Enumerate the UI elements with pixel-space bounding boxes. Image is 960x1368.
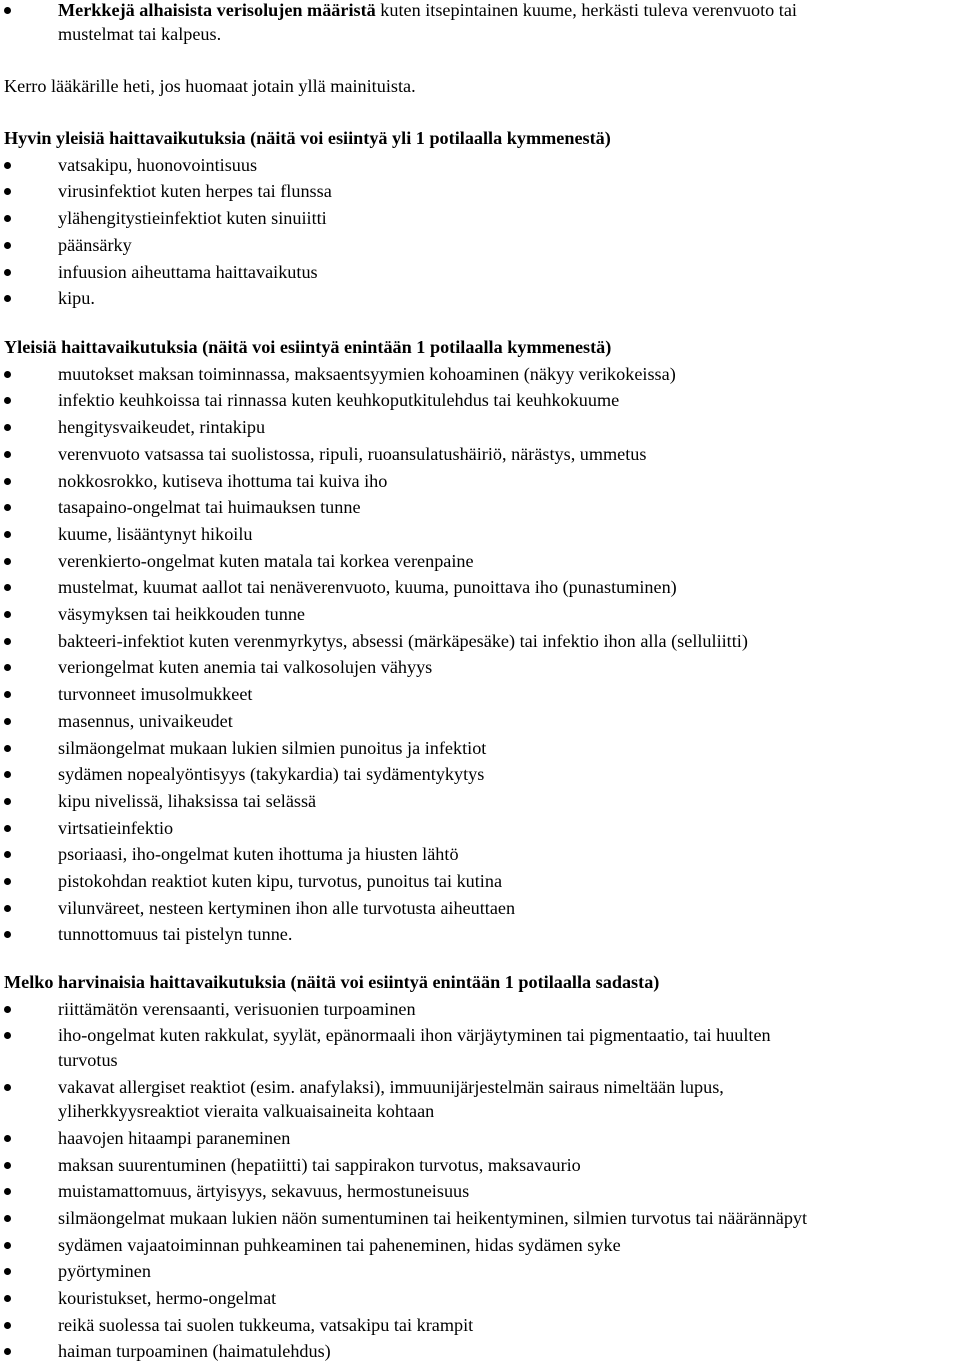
bullet-icon <box>4 638 11 645</box>
list-item-text: silmäongelmat mukaan lukien näön sumentuminen tai heikentyminen, silmien turvotus tai näärännäpyt <box>58 1207 808 1228</box>
intro-list-item <box>0 0 960 46</box>
bullet-icon <box>4 451 11 458</box>
bullet-icon <box>4 718 11 725</box>
bullet-icon <box>4 188 11 195</box>
bullet-icon <box>4 1322 11 1329</box>
list-item-text: infuusion aiheuttama haittavaikutus <box>58 261 318 282</box>
bullet-icon <box>4 1348 11 1355</box>
list-item-text: silmäongelmat mukaan lukien silmien punoitus ja infektiot <box>58 737 487 758</box>
bullet-icon <box>4 664 11 671</box>
list-item-text: verenvuoto vatsassa tai suolistossa, ripuli, ruoansulatushäiriö, närästys, ummetus <box>58 443 647 464</box>
bullet-icon <box>4 745 11 752</box>
list-item-text: ylähengitystieinfektiot kuten sinuiitti <box>58 208 327 229</box>
bullet-icon <box>4 242 11 249</box>
list-item-text: masennus, univaikeudet <box>58 710 233 731</box>
bullet-icon <box>4 1215 11 1222</box>
list-item-text: pyörtyminen <box>58 1261 151 1282</box>
list-item-text: kouristukset, hermo-ongelmat <box>58 1288 277 1308</box>
intro-item-bold: Merkkejä alhaisista verisolujen määristä <box>58 0 376 20</box>
list-item-text: riittämätön verensaanti, verisuonien turpoaminen <box>58 998 416 1019</box>
list-item-text: veriongelmat kuten anemia tai valkosolujen vähyys <box>58 657 433 678</box>
list-item-text: kuume, lisääntynyt hikoilu <box>58 523 253 544</box>
bullet-icon <box>4 771 11 778</box>
list-item-text: iho-ongelmat kuten rakkulat, syylät, epänormaali ihon värjäytyminen tai pigmentaatio, tai huulten <box>58 1025 771 1046</box>
bullet-icon <box>4 531 11 538</box>
bullet-icon <box>4 1084 11 1091</box>
section-heading: Melko harvinaisia haittavaikutuksia (näitä voi esiintyä enintään 1 potilaalla sadasta) <box>4 972 660 992</box>
bullet-icon <box>4 931 11 938</box>
list-item-text: mustelmat, kuumat aallot tai nenäverenvuoto, kuuma, punoittava iho (punastuminen) <box>58 577 677 598</box>
bullet-icon <box>4 825 11 832</box>
bullet-icon <box>4 295 11 302</box>
list-item-text: psoriaasi, iho-ongelmat kuten ihottuma ja hiusten lähtö <box>58 844 459 865</box>
list-item-text: turvonneet imusolmukkeet <box>58 684 253 705</box>
list-item-text: nokkosrokko, kutiseva ihottuma tai kuiva iho <box>58 470 388 491</box>
list-item-text: pistokohdan reaktiot kuten kipu, turvotus, punoitus tai kutina <box>58 871 503 891</box>
list-item-text: hengitysvaikeudet, rintakipu <box>58 417 266 438</box>
bullet-icon <box>4 397 11 404</box>
list-item-text: päänsärky <box>58 234 132 255</box>
list-item-text: verenkierto-ongelmat kuten matala tai korkea verenpaine <box>58 550 474 571</box>
list-item-text: turvotus <box>58 1049 118 1070</box>
bullet-icon <box>4 269 11 276</box>
bullet-icon <box>4 1188 11 1195</box>
bullet-icon <box>4 1032 11 1039</box>
bullet-icon <box>4 798 11 805</box>
bullet-icon <box>4 611 11 618</box>
bullet-icon <box>4 1162 11 1169</box>
list-item-text: muutokset maksan toiminnassa, maksaentsyymien kohoaminen (näkyy verikokeissa) <box>58 363 676 384</box>
list-item-text: virtsatieinfektio <box>58 817 174 838</box>
bullet-icon <box>4 691 11 698</box>
list-item-text: väsymyksen tai heikkouden tunne <box>58 604 305 624</box>
list-item-text: kipu. <box>58 288 95 309</box>
bullet-icon <box>4 7 11 14</box>
bullet-icon <box>4 424 11 431</box>
list-item-text: tunnottomuus tai pistelyn tunne. <box>58 924 293 945</box>
bullet-icon <box>4 504 11 511</box>
bullet-icon <box>4 371 11 378</box>
list-item-text: maksan suurentuminen (hepatiitti) tai sappirakon turvotus, maksavaurio <box>58 1154 581 1175</box>
list-item-text: kipu nivelissä, lihaksissa tai selässä <box>58 790 317 811</box>
list-item-text: sydämen vajaatoiminnan puhkeaminen tai paheneminen, hidas sydämen syke <box>58 1234 621 1255</box>
list-item-text: vilunväreet, nesteen kertyminen ihon alle turvotusta aiheuttaen <box>58 897 516 918</box>
list-item-text: infektio keuhkoissa tai rinnassa kuten keuhkoputkitulehdus tai keuhkokuume <box>58 390 620 411</box>
list-item-text: vakavat allergiset reaktiot (esim. anafylaksi), immuunijärjestelmän sairaus nimeltään lupus, <box>58 1076 724 1097</box>
bullet-icon <box>4 1242 11 1249</box>
list-item-text: haavojen hitaampi paraneminen <box>58 1127 291 1148</box>
bullet-icon <box>4 905 11 912</box>
list-item-text: yliherkkyysreaktiot vieraita valkuaisaineita kohtaan <box>58 1101 435 1122</box>
list-item-text: bakteeri-infektiot kuten verenmyrkytys, absessi (märkäpesäke) tai infektio ihon alla (selluliitti) <box>58 630 748 651</box>
bullet-icon <box>4 558 11 565</box>
bullet-icon <box>4 1006 11 1013</box>
section-heading: Hyvin yleisiä haittavaikutuksia (näitä voi esiintyä yli 1 potilaalla kymmenestä) <box>4 128 611 148</box>
intro-item-line1 <box>58 0 797 22</box>
list-item-text: sydämen nopealyöntisyys (takykardia) tai sydämentykytys <box>58 764 485 785</box>
list-item-text: muistamattomuus, ärtyisyys, sekavuus, hermostuneisuus <box>58 1181 470 1202</box>
list-item-text: vatsakipu, huonovointisuus <box>58 154 258 175</box>
bullet-icon <box>4 878 11 885</box>
list-item-text: virusinfektiot kuten herpes tai flunssa <box>58 181 332 202</box>
section-heading: Yleisiä haittavaikutuksia (näitä voi esiintyä enintään 1 potilaalla kymmenestä) <box>4 337 612 357</box>
notice-text: Kerro lääkärille heti, jos huomaat jotain yllä mainituista. <box>4 76 416 96</box>
bullet-icon <box>4 1268 11 1275</box>
list-item-text: tasapaino-ongelmat tai huimauksen tunne <box>58 497 361 518</box>
intro-item-rest: kuten itsepintainen kuume, herkästi tuleva verenvuoto tai <box>375 0 797 20</box>
list-item-text: reikä suolessa tai suolen tukkeuma, vatsakipu tai krampit <box>58 1314 474 1335</box>
bullet-icon <box>4 215 11 222</box>
bullet-icon <box>4 478 11 485</box>
list-item-text: haiman turpoaminen (haimatulehdus) <box>58 1341 331 1362</box>
bullet-icon <box>4 584 11 591</box>
bullet-icon <box>4 1135 11 1142</box>
intro-item-line2: mustelmat tai kalpeus. <box>58 24 222 44</box>
bullet-icon <box>4 1295 11 1302</box>
bullet-icon <box>4 162 11 169</box>
bullet-icon <box>4 851 11 858</box>
